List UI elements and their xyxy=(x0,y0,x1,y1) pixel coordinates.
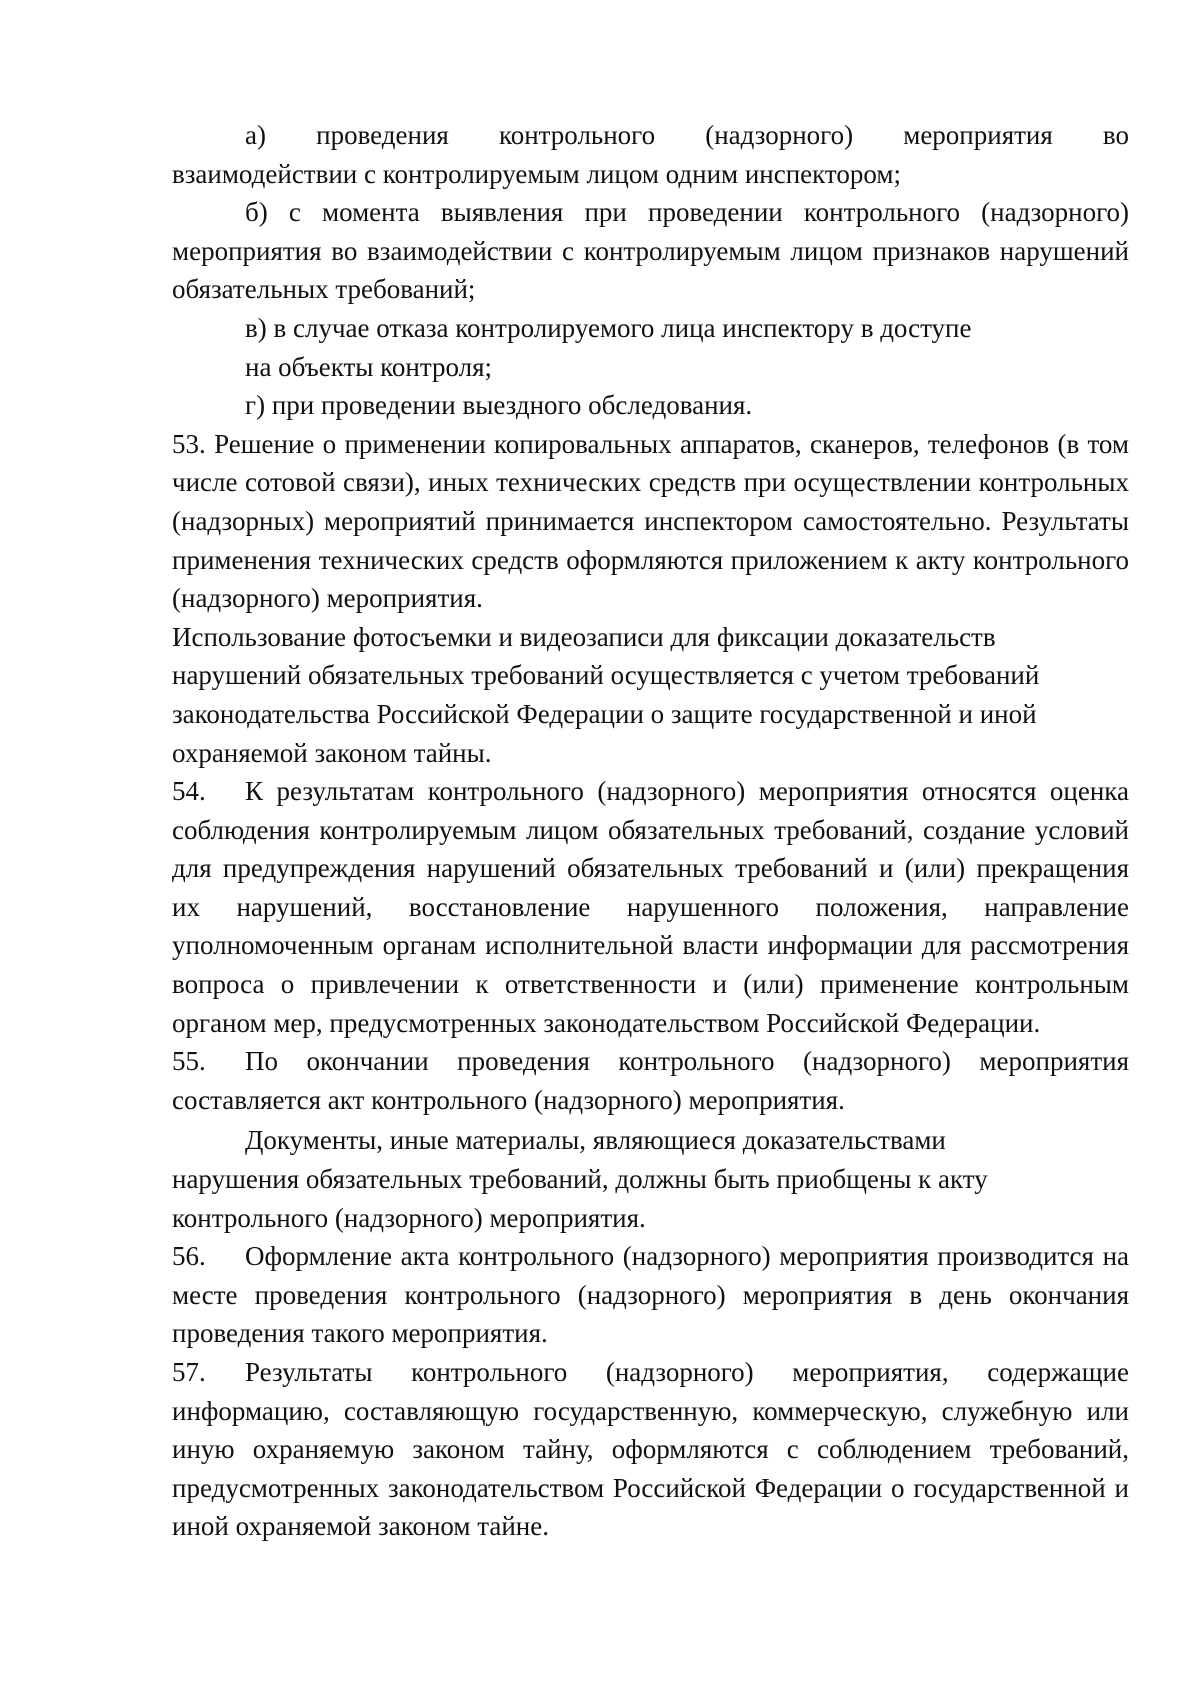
paragraph-55-docs-line1: Документы, иные материалы, являющиеся доказательствами xyxy=(245,1125,946,1156)
paragraph-55 xyxy=(172,1042,1129,1119)
paragraph-56 xyxy=(172,1237,1129,1353)
document-page xyxy=(172,116,1129,1546)
paragraph-54-text: К результатам контрольного (надзорного) мероприятия относятся оценка соблюдения контролируемым лицом обязательных требований, создание условий для предупреждения нарушений обязательных требований и (или) прекращения их нарушений, восстановление нарушенного положения, направление уполномоченным органам исполнительной власти информации для рассмотрения вопроса о привлечении к ответственности и (или) применение контрольным органом мер, предусмотренных законодательством Российской Федерации. xyxy=(172,776,1129,1038)
paragraph-55-docs-line3: контрольного (надзорного) мероприятия. xyxy=(172,1202,646,1233)
paragraph-53-photo-line1: Использование фотосъемки и видеозаписи для фиксации доказательств xyxy=(172,621,996,652)
paragraph-53-photo-line2: нарушений обязательных требований осуществляется с учетом требований xyxy=(172,660,1040,691)
paragraph-55-text: По окончании проведения контрольного (надзорного) мероприятия составляется акт контрольного (надзорного) мероприятия. xyxy=(172,1046,1129,1115)
item-v-line1: в) в случае отказа контролируемого лица инспектору в доступе xyxy=(245,312,972,343)
paragraph-54 xyxy=(172,772,1129,1042)
item-b: б) с момента выявления при проведении контрольного (надзорного) мероприятия во взаимодействии с контролируемым лицом признаков нарушений обязательных требований; xyxy=(172,197,1129,305)
paragraph-55-docs-line2: нарушения обязательных требований, должны быть приобщены к акту xyxy=(172,1164,988,1195)
paragraph-57-number: 57. xyxy=(172,1357,206,1387)
paragraph-53-number: 53. xyxy=(172,428,206,459)
paragraph-53 xyxy=(172,425,1129,618)
paragraph-57-text: Результаты контрольного (надзорного) мероприятия, содержащие информацию, составляющую государственную, коммерческую, служебную или иную охраняемую законом тайну, оформляются с соблюдением требований, предусмотренных законодательством Российской Федерации о государственной и иной охраняемой законом тайне. xyxy=(172,1357,1129,1542)
paragraph-57 xyxy=(172,1353,1129,1546)
paragraph-56-text: Оформление акта контрольного (надзорного) мероприятия производится на месте проведения контрольного (надзорного) мероприятия в день окончания проведения такого мероприятия. xyxy=(172,1241,1129,1349)
item-a-line2: взаимодействии с контролируемым лицом одним инспектором; xyxy=(172,158,901,189)
paragraph-53-photo-line4: охраняемой законом тайны. xyxy=(172,737,492,768)
item-v-line2: на объекты контроля; xyxy=(245,351,493,382)
paragraph-53-text: Решение о применении копировальных аппаратов, сканеров, телефонов (в том числе сотовой связи), иных технических средств при осуществлении контрольных (надзорных) мероприятий принимается инспектором самостоятельно. Результаты применения технических средств оформляются приложением к акту контрольного (надзорного) мероприятия. xyxy=(172,428,1130,614)
item-a-line1: а) проведения контрольного (надзорного) мероприятия во xyxy=(245,120,1129,150)
paragraph-55-number: 55. xyxy=(172,1046,206,1077)
item-g: г) при проведении выездного обследования. xyxy=(245,390,753,421)
paragraph-54-number: 54. xyxy=(172,776,206,807)
paragraph-53-photo-line3: законодательства Российской Федерации о защите государственной и иной xyxy=(172,698,1037,729)
paragraph-56-number: 56. xyxy=(172,1241,206,1272)
